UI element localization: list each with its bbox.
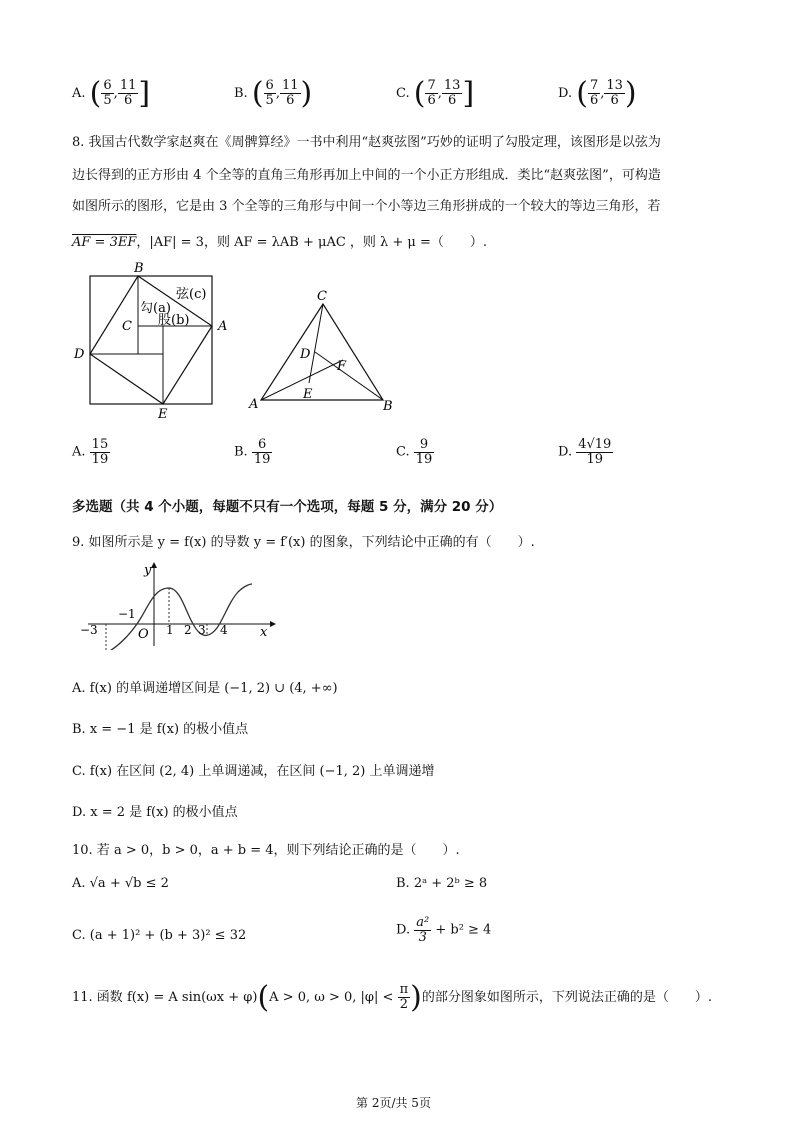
label-minus1: −1 — [118, 607, 136, 621]
label-minus3: −3 — [80, 623, 98, 637]
zhao-shuang-figure — [70, 258, 240, 420]
q9-option-b: B. x = −1 是 f(x) 的极小值点 — [72, 722, 249, 737]
label-e: E — [303, 387, 313, 402]
numerator: 15 — [91, 437, 109, 452]
bracket-open: ( — [576, 76, 588, 111]
fraction — [101, 79, 113, 107]
label-x: x — [260, 625, 268, 640]
label-a: A — [249, 397, 259, 412]
denominator: 6 — [286, 93, 295, 108]
numerator: 6 — [252, 438, 273, 453]
bracket-close: ) — [300, 76, 313, 111]
q11-stem — [72, 980, 712, 1015]
label-xian: 弦(c) — [176, 287, 207, 302]
denominator: 2 — [399, 997, 408, 1012]
derivative-graph — [72, 558, 277, 650]
numerator: 6 — [265, 78, 274, 94]
option-label: D. — [396, 922, 411, 938]
label-4: 4 — [220, 623, 228, 637]
option-label: A. — [72, 86, 86, 101]
label-c: C — [122, 319, 132, 334]
option-label: D. — [558, 86, 573, 101]
option-label: B. — [234, 444, 248, 460]
q7-option-c: C. ( $\frac{7}{6}$ , $\frac{13}{6}$ ] — [396, 76, 475, 111]
q10-option-b: B. 2ᵃ + 2ᵇ ≥ 8 — [396, 876, 488, 891]
q7-option-b: B. ( $\frac{6}{5}$ , $\frac{11}{6}$ ) — [234, 76, 313, 111]
q8-line-2: 边长得到的正方形由 4 个全等的直角三角形再加上中间的一个小正方形组成．类比“赵爽弦图”，可构造 — [72, 168, 661, 183]
q8-line-4 — [72, 231, 487, 250]
q8-option-c — [396, 438, 434, 466]
equilateral-triangle-figure — [245, 288, 405, 418]
label-d: D — [74, 347, 85, 362]
numerator: 11 — [281, 78, 299, 94]
label-3: 3 — [198, 623, 206, 637]
vector-relation: AF = 3EF — [72, 235, 137, 250]
numerator: a² — [416, 915, 430, 930]
q9-option-d: D. x = 2 是 f(x) 的极小值点 — [72, 805, 238, 820]
option-label: D. — [558, 444, 573, 460]
label-b: B — [383, 399, 393, 414]
segment-b-d — [315, 352, 383, 400]
denominator: 6 — [448, 93, 457, 108]
q8-option-d — [558, 438, 613, 466]
denominator: 19 — [91, 451, 109, 467]
numerator: 7 — [589, 78, 599, 94]
label-b: B — [134, 261, 144, 276]
label-d: D — [300, 347, 311, 362]
numerator: π — [399, 982, 409, 998]
label-f: F — [337, 359, 347, 374]
bracket-close: ) — [624, 76, 637, 111]
denominator: 6 — [610, 93, 619, 108]
q8-line-1: 8. 我国古代数学家赵爽在《周髀算经》一书中利用“赵爽弦图”巧妙的证明了勾股定理，该图形是以弦为 — [72, 135, 661, 150]
label-y: y — [144, 563, 152, 578]
q9-option-a: A. f(x) 的单调递增区间是 (−1, 2) ∪ (4, +∞) — [72, 681, 338, 696]
denominator: 19 — [253, 451, 271, 467]
fraction — [604, 79, 625, 107]
x-axis-arrow — [270, 621, 276, 627]
fraction — [280, 79, 301, 107]
label-origin: O — [138, 627, 149, 642]
expression-rest: + b² ≥ 4 — [435, 922, 492, 938]
denominator: 6 — [427, 93, 436, 108]
bracket-close: ] — [138, 76, 151, 111]
numerator: 4√19 — [578, 437, 612, 452]
label-2: 2 — [184, 623, 192, 637]
fraction — [118, 79, 139, 107]
option-label: C. — [396, 86, 410, 101]
denominator: 19 — [415, 451, 433, 467]
fraction — [398, 983, 411, 1011]
paren-close: ) — [410, 980, 422, 1015]
denominator: 5 — [265, 93, 274, 108]
option-label: C. — [396, 444, 410, 460]
option-label: A. — [72, 444, 86, 460]
q7-option-a: A. ( $\frac{6}{5}$ , $\frac{11}{6}$ ] — [72, 76, 151, 111]
q10-option-a: A. √a + √b ≤ 2 — [72, 876, 169, 891]
numerator: 6 — [103, 78, 112, 94]
label-1: 1 — [166, 623, 174, 637]
numerator: 7 — [427, 78, 436, 94]
label-gou: 勾(a) — [140, 301, 171, 316]
q8-option-b — [234, 438, 272, 466]
q8-option-a — [72, 438, 110, 466]
denominator: 5 — [103, 93, 112, 108]
q9-stem: 9. 如图所示是 y = f(x) 的导数 y = f′(x) 的图象，下列结论中正确的有（ ）. — [72, 535, 535, 550]
fraction — [588, 79, 600, 107]
vector-condition: ，|AF| = 3，则 AF = λAB + μAC ，则 λ + μ =（ ）. — [136, 235, 488, 250]
denominator: 3 — [418, 929, 427, 945]
q8-line-3: 如图所示的图形，它是由 3 个全等的三角形与中间一个小等边三角形拼成的一个较大的等边三角形，若 — [72, 199, 661, 214]
stem-rest: 的部分图象如图所示，下列说法正确的是（ ）. — [421, 990, 712, 1005]
numerator: 11 — [119, 78, 137, 94]
function-expression: 11. 函数 f(x) = A sin(ωx + φ) — [72, 990, 258, 1005]
bracket-close: ] — [462, 76, 475, 111]
label-a: A — [218, 319, 228, 334]
fraction — [90, 438, 111, 466]
q10-option-c: C. (a + 1)² + (b + 3)² ≤ 32 — [72, 928, 247, 943]
fraction — [576, 438, 613, 466]
section-title: 多选题（共 4 个小题，每题不只有一个选项，每题 5 分，满分 20 分） — [72, 499, 503, 515]
bracket-open: ( — [413, 76, 426, 111]
fraction — [264, 79, 276, 107]
denominator: 6 — [589, 93, 599, 108]
numerator: 13 — [606, 78, 623, 94]
label-c: C — [317, 289, 327, 304]
outer-triangle — [261, 304, 383, 400]
denominator: 6 — [123, 93, 133, 108]
numerator: 13 — [443, 78, 461, 94]
numerator: 9 — [414, 438, 435, 453]
fraction — [414, 916, 431, 944]
label-e: E — [158, 407, 168, 420]
q7-option-d: D. ( $\frac{7}{6}$ , $\frac{13}{6}$ ) — [558, 76, 637, 111]
bracket-open: ( — [89, 76, 102, 111]
q10-option-d — [396, 916, 491, 944]
bracket-open: ( — [251, 76, 264, 111]
q9-option-c: C. f(x) 在区间 (2, 4) 上单调递减，在区间 (−1, 2) 上单调递增 — [72, 764, 435, 779]
q10-stem: 10. 若 a > 0，b > 0，a + b = 4，则下列结论正确的是（ ）. — [72, 843, 460, 858]
y-axis-arrow — [151, 562, 157, 568]
fraction — [414, 438, 435, 466]
page-footer: 第 2页/共 5页 — [356, 1096, 431, 1110]
paren-open: ( — [257, 980, 270, 1015]
label-gu: 股(b) — [158, 313, 190, 328]
fraction — [252, 438, 273, 466]
fraction — [442, 79, 463, 107]
denominator: 19 — [586, 451, 604, 467]
parameter-conditions: A > 0, ω > 0, |φ| < — [269, 990, 394, 1005]
option-label: B. — [234, 86, 248, 101]
fraction — [425, 79, 437, 107]
